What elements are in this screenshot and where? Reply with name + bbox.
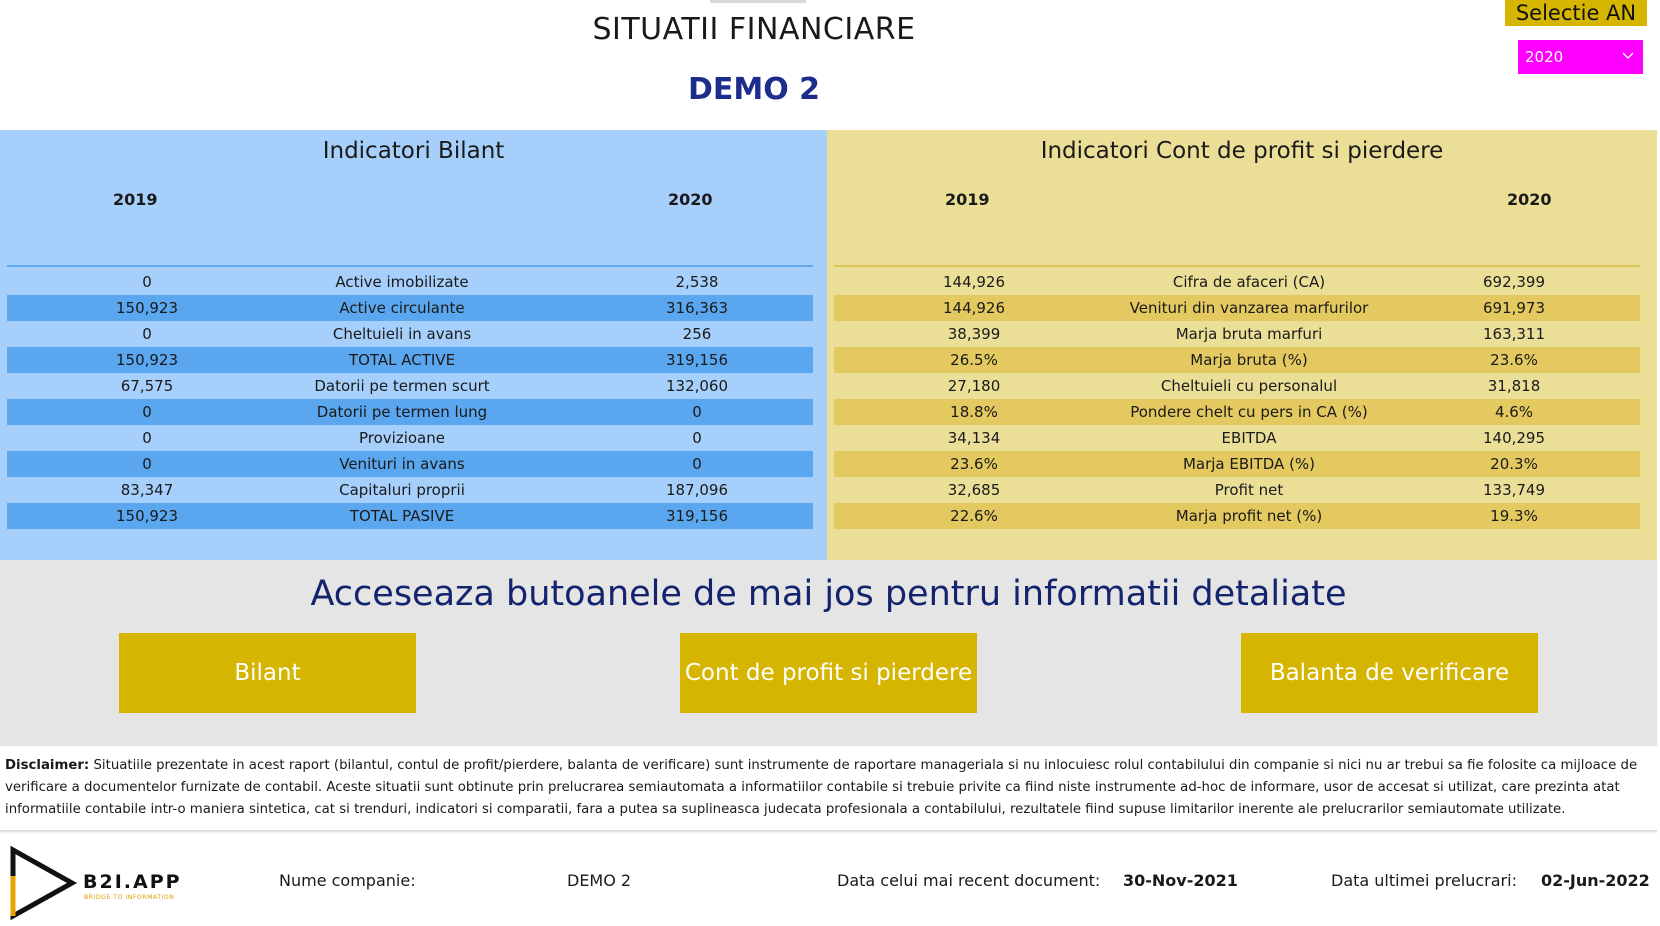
- cell-2020: 23.6%: [1490, 351, 1538, 369]
- cell-2020: 0: [692, 403, 702, 421]
- cell-2019: 67,575: [120, 377, 174, 395]
- table-row: [834, 399, 1640, 425]
- title-tab-indicator: [710, 0, 806, 3]
- table-row: [834, 295, 1640, 321]
- year-dropdown-value: 2020: [1525, 48, 1564, 66]
- bilant-table: [7, 269, 813, 529]
- balanta-verificare-button[interactable]: Balanta de verificare: [1241, 633, 1538, 713]
- cell-2019: 150,923: [115, 351, 179, 369]
- cell-2019: 144,926: [942, 299, 1006, 317]
- cell-indicator: Datorii pe termen lung: [316, 403, 488, 421]
- cell-indicator: TOTAL PASIVE: [349, 507, 455, 525]
- cell-2020: 20.3%: [1490, 455, 1538, 473]
- table-row: [834, 373, 1640, 399]
- cell-2020: 163,311: [1482, 325, 1546, 343]
- last-processing-date: 02-Jun-2022: [1541, 871, 1650, 890]
- cell-2019: 0: [142, 403, 152, 421]
- cell-2019: 18.8%: [950, 403, 998, 421]
- navigation-band: [0, 560, 1657, 746]
- cell-2019: 0: [142, 273, 152, 291]
- table-row: [7, 321, 813, 347]
- cpp-table: [834, 269, 1640, 529]
- cell-2019: 144,926: [942, 273, 1006, 291]
- cell-indicator: Profit net: [1214, 481, 1284, 499]
- latest-document-label: Data celui mai recent document:: [837, 871, 1101, 890]
- cell-2019: 26.5%: [950, 351, 998, 369]
- table-row: [834, 347, 1640, 373]
- table-row: [834, 425, 1640, 451]
- cell-indicator: Marja profit net (%): [1175, 507, 1323, 525]
- table-row: [834, 451, 1640, 477]
- cell-2019: 23.6%: [950, 455, 998, 473]
- cell-2020: 0: [692, 429, 702, 447]
- disclaimer-label: Disclaimer:: [5, 758, 90, 773]
- cell-indicator: Pondere chelt cu pers in CA (%): [1130, 403, 1368, 421]
- latest-document-date: 30-Nov-2021: [1123, 871, 1238, 890]
- cell-2020: 692,399: [1482, 273, 1546, 291]
- bilant-col-2019: 2019: [113, 190, 158, 209]
- cpp-header-divider: [834, 265, 1640, 267]
- cell-2020: 319,156: [665, 351, 729, 369]
- cell-2020: 691,973: [1482, 299, 1546, 317]
- company-title: DEMO 2: [687, 72, 821, 107]
- cell-2020: 316,363: [665, 299, 729, 317]
- table-row: [834, 269, 1640, 295]
- cell-2019: 32,685: [947, 481, 1001, 499]
- logo-name: B2I.APP: [83, 871, 182, 893]
- cell-indicator: Marja bruta marfuri: [1175, 325, 1323, 343]
- cell-indicator: EBITDA: [1221, 429, 1277, 447]
- cell-2020: 31,818: [1487, 377, 1541, 395]
- navigation-heading: Acceseaza butoanele de mai jos pentru informatii detaliate: [310, 574, 1347, 614]
- cell-indicator: Cheltuieli cu personalul: [1160, 377, 1338, 395]
- cell-2019: 38,399: [947, 325, 1001, 343]
- cell-2019: 83,347: [120, 481, 174, 499]
- logo-play-icon: [13, 850, 72, 916]
- disclaimer-text: Situatiile prezentate in acest raport (bilantul, contul de profit/pierdere, balanta de verificare) sunt instrumente de raportare manageriala si nu inlocuiesc rolul contabilului din companie si nici nu ar trebui sa fie folosite ca mijloace de verificare a documentelor furnizate de contabil. Aceste situatii sunt obtinute prin prelucrarea semiautomata a informatiilor contabile si trebuie privite ca fiind niste instrumente ad-hoc de informare, usor de accesat si utilizat, care prezinta atat informatiile contabile intr-o maniera sintetica, cat si trenduri, indicatori si comparatii, fara a putea sa suplineasca judecata profesionala a contabilului, rezultatele fiind supuse limitarilor inerente ale prelucrarilor semiautomate utilizate.: [5, 758, 1638, 817]
- table-row: [834, 321, 1640, 347]
- table-row: [7, 373, 813, 399]
- chevron-down-icon: [1623, 51, 1633, 61]
- cell-indicator: Datorii pe termen scurt: [314, 377, 490, 395]
- table-row: [7, 451, 813, 477]
- cell-indicator: Venituri in avans: [339, 455, 465, 473]
- cell-indicator: Cheltuieli in avans: [332, 325, 472, 343]
- cell-2020: 187,096: [665, 481, 729, 499]
- cpp-panel: [827, 130, 1657, 560]
- cell-2019: 34,134: [947, 429, 1001, 447]
- cell-indicator: Active circulante: [339, 299, 465, 317]
- cell-indicator: TOTAL ACTIVE: [348, 351, 456, 369]
- cell-2020: 140,295: [1482, 429, 1546, 447]
- cell-2020: 4.6%: [1494, 403, 1534, 421]
- bilant-panel: [0, 130, 827, 560]
- cell-2019: 0: [142, 429, 152, 447]
- cell-2019: 0: [142, 455, 152, 473]
- year-dropdown[interactable]: [1518, 40, 1643, 74]
- cell-2019: 150,923: [115, 299, 179, 317]
- cell-indicator: Active imobilizate: [335, 273, 469, 291]
- page-title: SITUATII FINANCIARE: [592, 12, 916, 47]
- company-name-label: Nume companie:: [279, 871, 416, 890]
- disclaimer-divider: [0, 830, 1657, 834]
- table-row: [7, 399, 813, 425]
- cell-2019: 0: [142, 325, 152, 343]
- cell-indicator: Cifra de afaceri (CA): [1172, 273, 1326, 291]
- table-row: [7, 503, 813, 529]
- company-name-value: DEMO 2: [567, 871, 632, 890]
- cell-2020: 2,538: [675, 273, 719, 291]
- table-row: [7, 295, 813, 321]
- cell-indicator: Capitaluri proprii: [339, 481, 465, 499]
- table-row: [834, 503, 1640, 529]
- bilant-button[interactable]: Bilant: [119, 633, 416, 713]
- cpp-col-2020: 2020: [1507, 190, 1552, 209]
- cell-indicator: Marja EBITDA (%): [1182, 455, 1316, 473]
- cell-2019: 27,180: [947, 377, 1001, 395]
- cpp-col-2019: 2019: [945, 190, 990, 209]
- cpp-panel-title: Indicatori Cont de profit si pierdere: [1040, 138, 1444, 164]
- table-row: [7, 425, 813, 451]
- bilant-col-2020: 2020: [668, 190, 713, 209]
- cell-2020: 132,060: [665, 377, 729, 395]
- cell-2020: 319,156: [665, 507, 729, 525]
- last-processing-label: Data ultimei prelucrari:: [1331, 871, 1517, 890]
- cell-2020: 19.3%: [1490, 507, 1538, 525]
- table-row: [7, 269, 813, 295]
- cell-indicator: Provizioane: [359, 429, 445, 447]
- table-row: [7, 477, 813, 503]
- bilant-header-divider: [7, 265, 813, 267]
- cell-2020: 133,749: [1482, 481, 1546, 499]
- bilant-panel-title: Indicatori Bilant: [322, 138, 505, 164]
- cell-2020: 256: [682, 325, 712, 343]
- year-selector-label: Selectie AN: [1505, 0, 1647, 26]
- disclaimer: [5, 755, 1655, 821]
- table-row: [834, 477, 1640, 503]
- cont-profit-pierdere-button[interactable]: Cont de profit si pierdere: [680, 633, 977, 713]
- cell-2019: 150,923: [115, 507, 179, 525]
- table-row: [7, 347, 813, 373]
- b2i-logo: [10, 846, 200, 920]
- cell-2020: 0: [692, 455, 702, 473]
- cell-indicator: Marja bruta (%): [1190, 351, 1308, 369]
- cell-2019: 22.6%: [950, 507, 998, 525]
- logo-tagline: BRIDGE TO INFORMATION: [84, 894, 175, 901]
- cell-indicator: Venituri din vanzarea marfurilor: [1129, 299, 1369, 317]
